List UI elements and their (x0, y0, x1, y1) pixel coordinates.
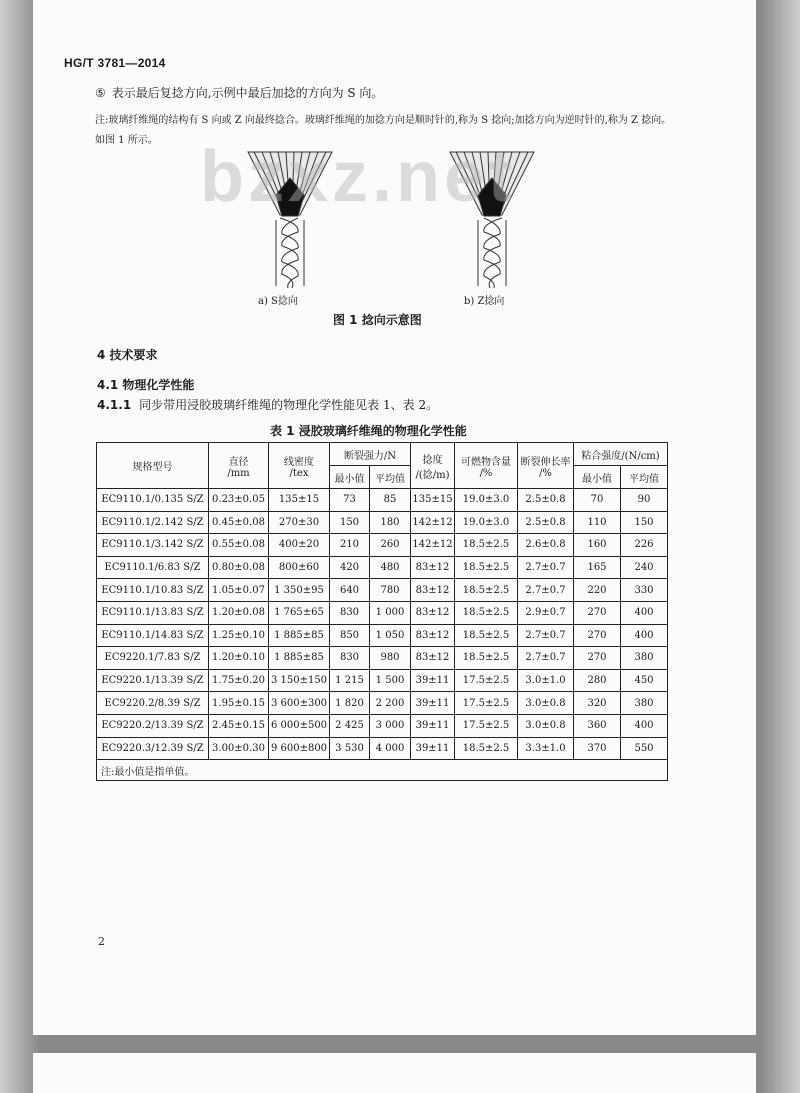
table-cell: 1.20±0.08 (209, 601, 269, 624)
table-row (97, 601, 668, 624)
page-number: 2 (98, 935, 105, 948)
table-cell: 18.5±2.5 (455, 556, 518, 579)
table-cell: EC9220.2/13.39 S/Z (97, 714, 209, 737)
table-cell: 2.5±0.8 (518, 511, 574, 534)
table-cell: 19.0±3.0 (455, 489, 518, 512)
table-cell: 210 (330, 534, 370, 557)
table-cell: 1.25±0.10 (209, 624, 269, 647)
table-cell: 165 (574, 556, 621, 579)
watermark: bzxz.net (200, 137, 517, 217)
table-note: 注:最小值是指单值。 (97, 760, 668, 781)
table-cell: 780 (370, 579, 411, 602)
table-cell: 2.7±0.7 (518, 624, 574, 647)
clause-4-1-1 (97, 396, 438, 413)
table-cell: 142±12 (411, 511, 455, 534)
table-row (97, 737, 668, 760)
table-cell: 3.0±1.0 (518, 669, 574, 692)
table-cell: 3 600±300 (269, 692, 330, 715)
table-cell: 3.00±0.30 (209, 737, 269, 760)
table-cell: EC9220.3/12.39 S/Z (97, 737, 209, 760)
table-cell: 73 (330, 489, 370, 512)
table-cell: EC9110.1/0.135 S/Z (97, 489, 209, 512)
table-cell: 180 (370, 511, 411, 534)
table-cell: 1 885±85 (269, 647, 330, 670)
section-heading-4: 4 技术要求 (97, 348, 158, 362)
header-combustible: 可燃物含量 /% (455, 443, 518, 489)
table-cell: 150 (621, 511, 668, 534)
table-cell: 150 (330, 511, 370, 534)
table-cell: 1.75±0.20 (209, 669, 269, 692)
table-cell: 18.5±2.5 (455, 601, 518, 624)
twist-note-paragraph: 注:玻璃纤维绳的结构有 S 向或 Z 向最终捻合。玻璃纤维绳的加捻方向是顺时针的,称为 S 捻向;加捻方向为逆时针的,称为 Z 捻向。如图 1 所示。 (95, 115, 672, 146)
table-row (97, 489, 668, 512)
table-cell: 480 (370, 556, 411, 579)
table-cell: 39±11 (411, 714, 455, 737)
header-diameter: 直径 /mm (209, 443, 269, 489)
table-cell: 830 (330, 601, 370, 624)
table-cell: 400 (621, 714, 668, 737)
properties-table (96, 442, 668, 781)
table-cell: 550 (621, 737, 668, 760)
header-density: 线密度 /tex (269, 443, 330, 489)
table-cell: 39±11 (411, 692, 455, 715)
table-cell: 226 (621, 534, 668, 557)
table-cell: 3 150±150 (269, 669, 330, 692)
table-cell: 18.5±2.5 (455, 579, 518, 602)
table-row (97, 511, 668, 534)
table-cell: 220 (574, 579, 621, 602)
table-cell: 83±12 (411, 579, 455, 602)
table-cell: 370 (574, 737, 621, 760)
table-cell: EC9110.1/6.83 S/Z (97, 556, 209, 579)
table-cell: 400 (621, 601, 668, 624)
header-break-avg: 平均值 (370, 466, 411, 489)
table-cell: 260 (370, 534, 411, 557)
header-break-strength: 断裂强力/N (330, 443, 411, 466)
clause-number: 4.1.1 (97, 398, 132, 412)
table-cell: 18.5±2.5 (455, 534, 518, 557)
table-cell: 330 (621, 579, 668, 602)
header-elongation: 断裂伸长率 /% (518, 443, 574, 489)
table-cell: 380 (621, 692, 668, 715)
table-cell: 1 885±85 (269, 624, 330, 647)
table-row (97, 669, 668, 692)
table-cell: 240 (621, 556, 668, 579)
table-cell: 135±15 (411, 489, 455, 512)
table-cell: 39±11 (411, 737, 455, 760)
table-cell: 270±30 (269, 511, 330, 534)
table-row (97, 647, 668, 670)
table-row (97, 556, 668, 579)
table-cell: 1.95±0.15 (209, 692, 269, 715)
table-cell: 83±12 (411, 647, 455, 670)
table-cell: 39±11 (411, 669, 455, 692)
table-row (97, 714, 668, 737)
table-cell: 850 (330, 624, 370, 647)
table-cell: 1 000 (370, 601, 411, 624)
table-cell: 19.0±3.0 (455, 511, 518, 534)
header-twist: 捻度 /(捻/m) (411, 443, 455, 489)
table-cell: 320 (574, 692, 621, 715)
table-cell: 1.20±0.10 (209, 647, 269, 670)
table-cell: 0.55±0.08 (209, 534, 269, 557)
table-cell: 800±60 (269, 556, 330, 579)
table-cell: 6 000±500 (269, 714, 330, 737)
table-cell: EC9110.1/3.142 S/Z (97, 534, 209, 557)
table-cell: 3.0±0.8 (518, 714, 574, 737)
header-adh-min: 最小值 (574, 466, 621, 489)
header-adh-avg: 平均值 (621, 466, 668, 489)
table-cell: 17.5±2.5 (455, 669, 518, 692)
table-cell: 3 000 (370, 714, 411, 737)
table-cell: 3.0±0.8 (518, 692, 574, 715)
table-cell: 2.5±0.8 (518, 489, 574, 512)
table-cell: 9 600±800 (269, 737, 330, 760)
table-cell: 360 (574, 714, 621, 737)
table-cell: 980 (370, 647, 411, 670)
table-cell: EC9220.1/13.39 S/Z (97, 669, 209, 692)
table-cell: 2.45±0.15 (209, 714, 269, 737)
figure-caption-a: a) S捻向 (258, 296, 298, 307)
table-cell: 142±12 (411, 534, 455, 557)
table-cell: 18.5±2.5 (455, 624, 518, 647)
figure-title: 图 1 捻向示意图 (333, 313, 422, 327)
table-cell: 450 (621, 669, 668, 692)
table-cell: 640 (330, 579, 370, 602)
table-cell: 135±15 (269, 489, 330, 512)
table-cell: 270 (574, 601, 621, 624)
table-cell: 1 820 (330, 692, 370, 715)
clause-text: 同步带用浸胶玻璃纤维绳的物理化学性能见表 1、表 2。 (139, 398, 439, 412)
table-cell: EC9110.1/10.83 S/Z (97, 579, 209, 602)
note-item (95, 84, 383, 101)
note-item-text: 表示最后复捻方向,示例中最后加捻的方向为 S 向。 (111, 86, 384, 100)
table-row (97, 579, 668, 602)
table-cell: 85 (370, 489, 411, 512)
table-cell: EC9110.1/13.83 S/Z (97, 601, 209, 624)
table-cell: EC9220.2/8.39 S/Z (97, 692, 209, 715)
table-cell: 0.23±0.05 (209, 489, 269, 512)
table-row (97, 624, 668, 647)
table-cell: 70 (574, 489, 621, 512)
table-cell: 380 (621, 647, 668, 670)
table-cell: 3.3±1.0 (518, 737, 574, 760)
table-title: 表 1 浸胶玻璃纤维绳的物理化学性能 (270, 424, 467, 438)
table-row (97, 692, 668, 715)
table-cell: 1 765±65 (269, 601, 330, 624)
header-break-min: 最小值 (330, 466, 370, 489)
table-cell: 2.7±0.7 (518, 647, 574, 670)
table-row (97, 534, 668, 557)
table-cell: 2.9±0.7 (518, 601, 574, 624)
next-page-edge (33, 1053, 756, 1093)
table-cell: 17.5±2.5 (455, 692, 518, 715)
table-cell: 1 500 (370, 669, 411, 692)
table-cell: 110 (574, 511, 621, 534)
table-cell: 1 215 (330, 669, 370, 692)
table-cell: 2.7±0.7 (518, 579, 574, 602)
table-cell: 3 530 (330, 737, 370, 760)
header-spec: 规格型号 (97, 443, 209, 489)
table-cell: 2 200 (370, 692, 411, 715)
table-cell: 1 050 (370, 624, 411, 647)
table-cell: 18.5±2.5 (455, 737, 518, 760)
header-adhesion: 粘合强度/(N/cm) (574, 443, 668, 466)
section-heading-4-1: 4.1 物理化学性能 (97, 378, 195, 392)
table-cell: EC9110.1/2.142 S/Z (97, 511, 209, 534)
table-cell: 18.5±2.5 (455, 647, 518, 670)
table-cell: 90 (621, 489, 668, 512)
table-cell: 270 (574, 624, 621, 647)
table-cell: 83±12 (411, 624, 455, 647)
table-cell: 0.80±0.08 (209, 556, 269, 579)
table-cell: 2 425 (330, 714, 370, 737)
table-cell: 420 (330, 556, 370, 579)
standard-number: HG/T 3781—2014 (64, 56, 166, 70)
table-cell: 0.45±0.08 (209, 511, 269, 534)
table-cell: EC9110.1/14.83 S/Z (97, 624, 209, 647)
z-twist-diagram (442, 140, 542, 290)
s-twist-diagram (240, 140, 340, 290)
table-cell: 17.5±2.5 (455, 714, 518, 737)
table-cell: 1 350±95 (269, 579, 330, 602)
table-cell: 83±12 (411, 556, 455, 579)
note-marker: ⑤ (95, 86, 106, 100)
figure-caption-b: b) Z捻向 (464, 296, 505, 307)
table-cell: 400±20 (269, 534, 330, 557)
table-cell: 4 000 (370, 737, 411, 760)
table-cell: 280 (574, 669, 621, 692)
table-cell: 83±12 (411, 601, 455, 624)
table-cell: 400 (621, 624, 668, 647)
table-cell: EC9220.1/7.83 S/Z (97, 647, 209, 670)
table-cell: 270 (574, 647, 621, 670)
table-cell: 2.7±0.7 (518, 556, 574, 579)
table-cell: 1.05±0.07 (209, 579, 269, 602)
table-cell: 2.6±0.8 (518, 534, 574, 557)
table-cell: 830 (330, 647, 370, 670)
table-cell: 160 (574, 534, 621, 557)
